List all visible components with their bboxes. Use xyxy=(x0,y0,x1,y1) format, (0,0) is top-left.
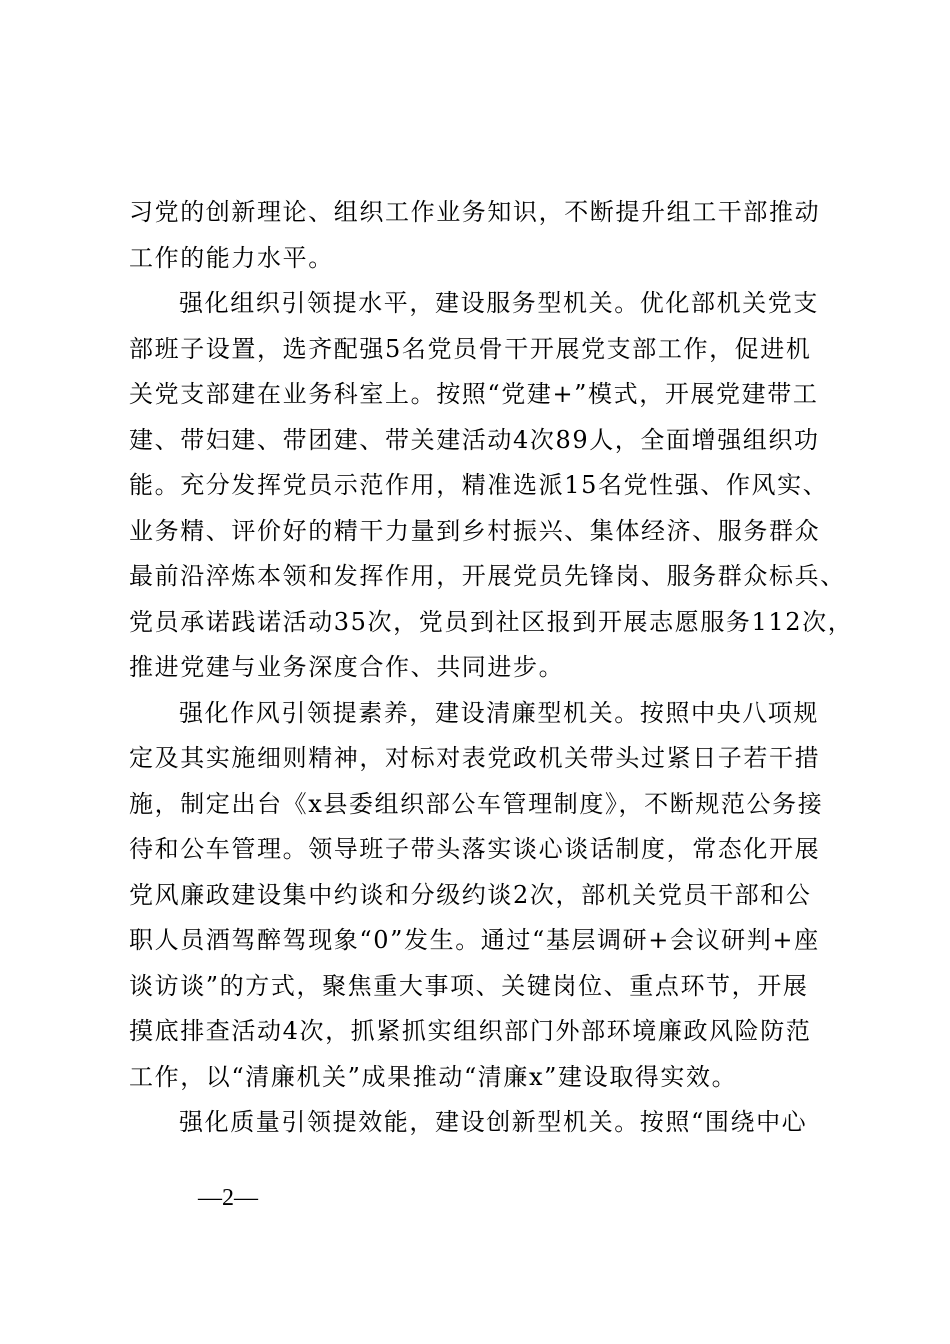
text-line: 党员承诺践诺活动35次，党员到社区报到开展志愿服务112次， xyxy=(129,607,854,636)
text-line: 工作，以“清廉机关”成果推动“清廉x”建设取得实效。 xyxy=(129,1062,738,1091)
body-text xyxy=(129,190,854,1146)
text-line: 施，制定出台《x县委组织部公车管理制度》，不断规范公务接 xyxy=(129,789,824,818)
text-line: 业务精、评价好的精干力量到乡村振兴、集体经济、服务群众 xyxy=(129,516,821,545)
text-line: 待和公车管理。领导班子带头落实谈心谈话制度，常态化开展 xyxy=(129,835,821,863)
text-line: 摸底排查活动4次，抓紧抓实组织部门外部环境廉政风险防范 xyxy=(129,1017,812,1045)
text-line: 职人员酒驾醉驾现象“0”发生。通过“基层调研+会议研判+座 xyxy=(129,926,820,954)
text-line: 谈访谈”的方式，聚焦重大事项、关键岗位、重点环节，开展 xyxy=(129,971,809,1000)
text-line: 习党的创新理论、组织工作业务知识，不断提升组工干部推动 xyxy=(129,198,821,226)
text-line: 最前沿淬炼本领和发挥作用，开展党员先锋岗、服务群众标兵、 xyxy=(129,562,846,590)
text-line: 关党支部建在业务科室上。按照“党建+”模式，开展党建带工 xyxy=(129,380,819,408)
paragraph-start-line: 强化质量引领提效能，建设创新型机关。按照“围绕中心 xyxy=(179,1108,808,1136)
text-line: 部班子设置，选齐配强5名党员骨干开展党支部工作，促进机 xyxy=(129,334,812,363)
page-number: —2— xyxy=(198,1185,258,1211)
text-line: 定及其实施细则精神，对标对表党政机关带头过紧日子若干措 xyxy=(129,744,821,772)
text-line: 建、带妇建、带团建、带关建活动4次89人，全面增强组织功 xyxy=(129,425,820,454)
text-line: 党风廉政建设集中约谈和分级约谈2次，部机关党员干部和公 xyxy=(129,880,812,909)
paragraph-start-line: 强化组织引领提水平，建设服务型机关。优化部机关党支 xyxy=(179,289,819,317)
text-line: 推进党建与业务深度合作、共同进步。 xyxy=(129,653,565,681)
text-line: 工作的能力水平。 xyxy=(129,243,334,272)
text-line: 能。充分发挥党员示范作用，精准选派15名党性强、作风实、 xyxy=(129,471,829,499)
paragraph-start-line: 强化作风引领提素养，建设清廉型机关。按照中央八项规 xyxy=(179,698,819,727)
